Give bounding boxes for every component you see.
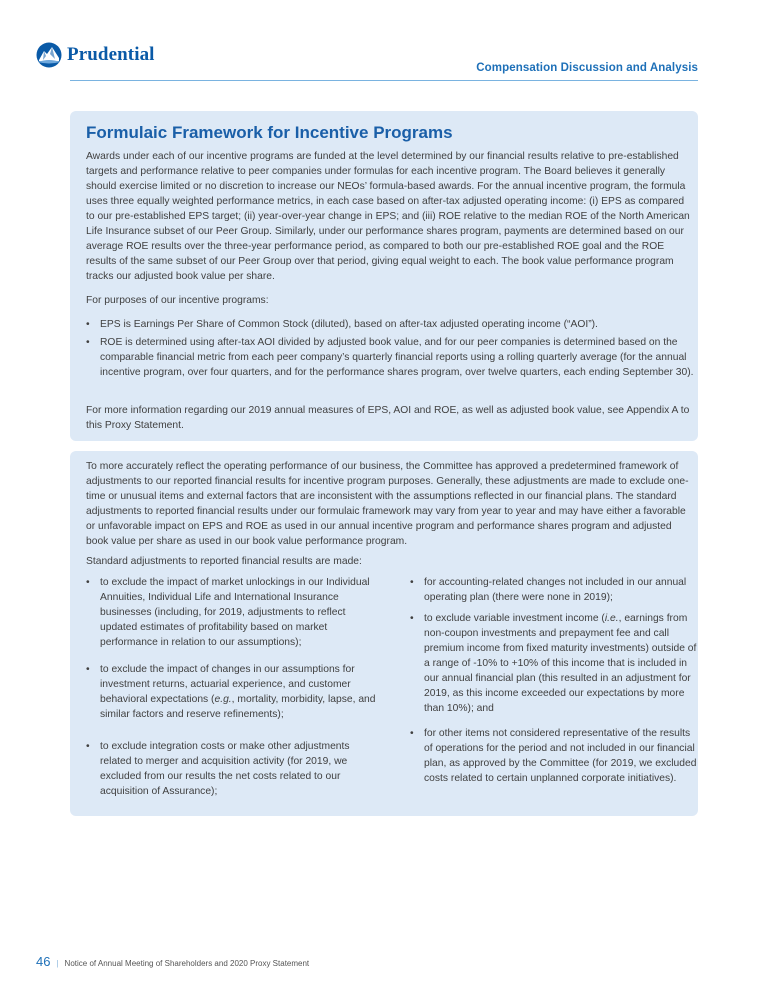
bullet-text: EPS is Earnings Per Share of Common Stock (diluted), based on after-tax adjusted operating income (“AOI”). — [100, 319, 598, 330]
standard-adjustments-lead: Standard adjustments to reported financial results are made: — [86, 556, 362, 567]
page-number: 46 — [36, 954, 51, 969]
intro-paragraph: Awards under each of our incentive programs are funded at the level determined by our financial results relative to pre-established targets and performance relative to peer companies under formulas for each incentive program. The Board believes it generally should exercise limited or no discretion to increase our NEOs’ formula-based awards. For the annual incentive program, the formula uses three equally weighted performance metrics, in each case based on after-tax adjusted operating income: (i) EPS as compared to our pre-established EPS target; (ii) year-over-year change in EPS; and (iii) ROE relative to the median ROE of the North American Life Insurance subset of our Peer Group. Similarly, under our performance shares program, payments are determined based on our average ROE results over the three-year performance period, as compared to both our pre-established ROE goal and the ROE results of the same subset of our Peer Group over that period, giving equal weight to each. The book value performance program tracks our adjusted book value per share. — [86, 151, 690, 282]
bullet-dot: • — [410, 577, 414, 588]
adjustments-intro-paragraph: To more accurately reflect the operating performance of our business, the Committee has approved a predetermined framework of adjustments to our reported financial results for incentive program purposes. Generally, these adjustments are made to exclude one-time or unusual items and external factors that are inconsistent with the assumptions reflected in our financial plans. The standard adjustments to reported financial results under our formulaic framework may vary from year to year and may have either a favorable or unfavorable impact on EPS and ROE as used in our annual incentive program and performance shares program and adjusted book value per share as used in our book value performance program. — [86, 461, 689, 547]
purposes-paragraph: For purposes of our incentive programs: — [86, 295, 269, 306]
incentive-framework-box — [70, 111, 698, 441]
bullet-text: to exclude the impact of market unlockings in our Individual Annuities, Individual Life and International Insurance businesses (including, for 2019, adjustments to reflect updated estimates of profitability based on market performance in relation to our assumptions); — [100, 577, 370, 648]
bullet-text: to exclude the impact of changes in our assumptions for investment returns, actuarial experience, and customer behavioral expectations (e.g., mortality, morbidity, lapse, and similar factors and reserve refinements); — [100, 664, 376, 720]
bullet-dot: • — [86, 664, 90, 675]
page-footer — [36, 954, 309, 969]
footer-separator: | — [56, 959, 59, 968]
bullet-dot: • — [86, 319, 90, 330]
bullet-dot: • — [410, 728, 414, 739]
prudential-logo — [36, 42, 155, 68]
bullet-dot: • — [410, 613, 414, 624]
bullet-text: for other items not considered representative of the results of operations for the period and not included in our financial plan, as approved by the Committee (for 2019, we excluded costs related to certain unplanned corporate initiatives). — [424, 728, 697, 784]
header-divider — [70, 80, 698, 81]
bullet-dot: • — [86, 741, 90, 752]
rock-of-gibraltar-icon — [36, 42, 62, 68]
logo-wordmark: Prudential — [67, 44, 155, 65]
bullet-dot: • — [86, 577, 90, 588]
bullet-text: to exclude variable investment income (i.e., earnings from non-coupon investments and prepayment fee and call premium income from fixed maturity investments) outside of a range of -10% to +10% of this income that is included in our annual financial plan (this resulted in an adjustment for 2019, as this income exceeded our expectations by more than 10%); and — [424, 613, 697, 714]
more-info-paragraph: For more information regarding our 2019 annual measures of EPS, AOI and ROE, as well as adjusted book value, see Appendix A to this Proxy Statement. — [86, 405, 690, 431]
bullet-text: ROE is determined using after-tax AOI divided by adjusted book value, and for our peer companies is determined based on the comparable financial metric from each peer company’s quarterly financial reports using a rolling quarterly average (for the annual incentive program, over four quarters, and for the performance shares program, over twelve quarters, each ending September 30). — [100, 337, 694, 378]
bullet-text: for accounting-related changes not included in our annual operating plan (there were none in 2019); — [424, 577, 687, 603]
adjustments-box — [70, 451, 698, 816]
bullet-text: to exclude integration costs or make other adjustments related to merger and acquisition activity (for 2019, we excluded from our results the net costs related to our acquisition of Assurance); — [100, 741, 350, 797]
box-title: Formulaic Framework for Incentive Programs — [86, 123, 453, 142]
footer-document-title: Notice of Annual Meeting of Shareholders and 2020 Proxy Statement — [64, 959, 310, 968]
bullet-dot: • — [86, 337, 90, 348]
section-title: Compensation Discussion and Analysis — [476, 62, 698, 74]
